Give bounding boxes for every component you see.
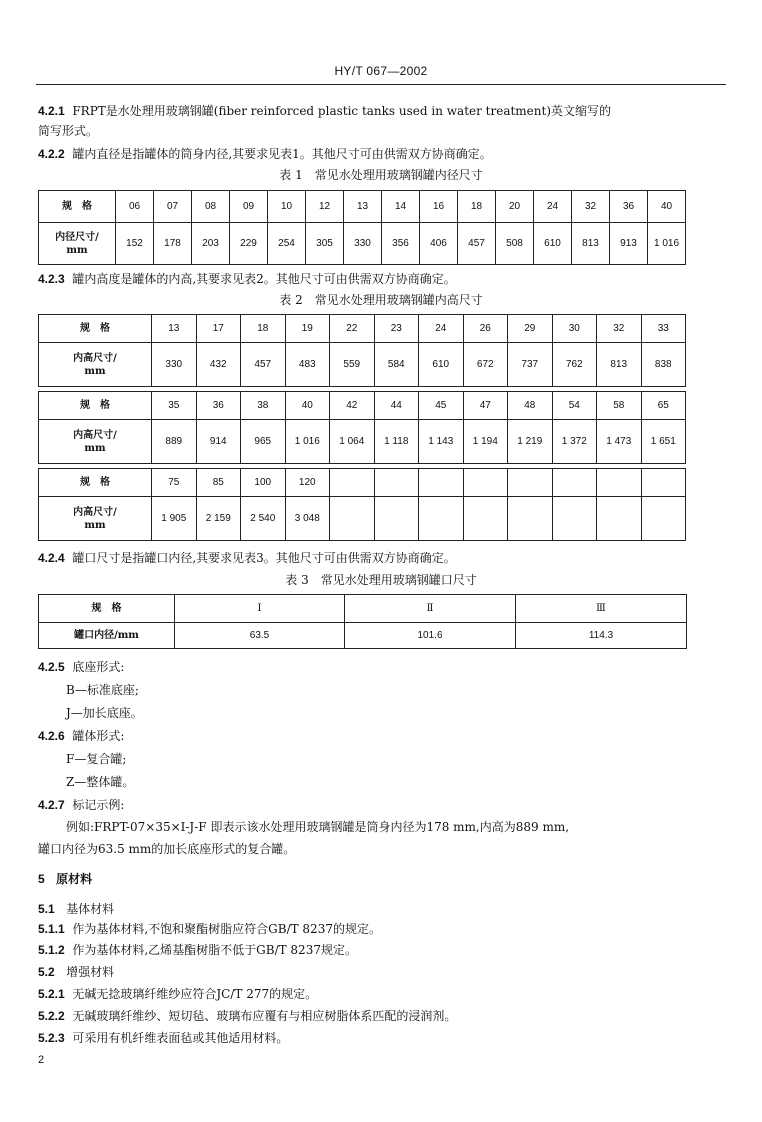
clause-number: 4.2.3 bbox=[38, 272, 65, 286]
table-cell: 22 bbox=[330, 315, 375, 343]
row-header-line: 内径尺寸/ bbox=[55, 231, 99, 243]
document-header: HY/T 067—2002 bbox=[334, 64, 428, 78]
clause-number: 4.2.5 bbox=[38, 660, 65, 674]
table-cell: 13 bbox=[152, 315, 197, 343]
clause-text: 标记示例: bbox=[72, 798, 125, 812]
clause-number: 4.2.4 bbox=[38, 551, 65, 565]
table-row bbox=[39, 223, 686, 265]
table-cell: 85 bbox=[196, 469, 241, 497]
table-cell: 914 bbox=[196, 420, 241, 464]
clause-text: 可采用有机纤维表面毡或其他适用材料。 bbox=[72, 1031, 289, 1045]
table-cell: 16 bbox=[420, 191, 458, 223]
table-cell-empty bbox=[374, 469, 419, 497]
table-cell: 737 bbox=[508, 343, 553, 387]
row-header bbox=[39, 223, 116, 265]
table-cell: 432 bbox=[196, 343, 241, 387]
table-3-caption: 表 3 常见水处理用玻璃钢罐口尺寸 bbox=[285, 573, 477, 587]
table-cell: 356 bbox=[382, 223, 420, 265]
clause-text: 罐内直径是指罐体的筒身内径,其要求见表1。其他尺寸可由供需双方协商确定。 bbox=[72, 147, 492, 161]
clause-text: 无碱无捻玻璃纤维纱应符合JC/T 277的规定。 bbox=[72, 987, 318, 1001]
table-cell: 178 bbox=[154, 223, 192, 265]
clause-5-2-1 bbox=[38, 985, 317, 1003]
clause-4-2-2 bbox=[38, 145, 492, 163]
row-header-unit: mm bbox=[84, 442, 106, 454]
clause-number: 4.2.2 bbox=[38, 147, 65, 161]
table-cell: 58 bbox=[597, 392, 642, 420]
table-row bbox=[39, 469, 686, 497]
table-cell-empty bbox=[552, 497, 597, 541]
table-1-caption: 表 1 常见水处理用玻璃钢罐内径尺寸 bbox=[279, 168, 483, 182]
table-cell: 1 372 bbox=[552, 420, 597, 464]
table-row bbox=[39, 497, 686, 541]
clause-4-2-6 bbox=[38, 727, 124, 745]
table-cell-empty bbox=[597, 497, 642, 541]
table-cell: 1 143 bbox=[419, 420, 464, 464]
table-cell: 30 bbox=[552, 315, 597, 343]
table-row bbox=[39, 420, 686, 464]
clause-number: 4.2.7 bbox=[38, 798, 65, 812]
table-cell: 610 bbox=[534, 223, 572, 265]
row-header: 规 格 bbox=[39, 191, 116, 223]
clause-text: 作为基体材料,不饱和聚酯树脂应符合GB/T 8237的规定。 bbox=[72, 922, 381, 936]
table-cell-empty bbox=[330, 497, 375, 541]
table-cell-empty bbox=[508, 469, 553, 497]
row-header-unit: mm bbox=[84, 519, 106, 531]
table-cell: 101.6 bbox=[345, 623, 516, 649]
clause-4-2-5 bbox=[38, 658, 124, 676]
table-cell: 114.3 bbox=[516, 623, 687, 649]
table-cell: 457 bbox=[241, 343, 286, 387]
clause-5-2 bbox=[38, 963, 114, 981]
clause-text: 罐口尺寸是指罐口内径,其要求见表3。其他尺寸可由供需双方协商确定。 bbox=[72, 551, 456, 565]
header-rule bbox=[36, 84, 726, 85]
table-cell: 40 bbox=[285, 392, 330, 420]
table-cell: 508 bbox=[496, 223, 534, 265]
clause-5-1-1 bbox=[38, 920, 381, 938]
table-cell: 406 bbox=[420, 223, 458, 265]
clause-4-2-4 bbox=[38, 549, 456, 567]
row-header-line: 内高尺寸/ bbox=[73, 429, 117, 441]
row-header: 规 格 bbox=[39, 315, 152, 343]
table-cell: 305 bbox=[306, 223, 344, 265]
clause-5-1-2 bbox=[38, 941, 357, 959]
row-header-unit: mm bbox=[84, 365, 106, 377]
table-cell: 33 bbox=[641, 315, 686, 343]
table-cell: 838 bbox=[641, 343, 686, 387]
row-header: 规 格 bbox=[39, 392, 152, 420]
table-cell: 1 905 bbox=[152, 497, 197, 541]
row-header-unit: mm bbox=[66, 244, 88, 256]
table-cell: 24 bbox=[534, 191, 572, 223]
section-number: 5 bbox=[38, 872, 45, 886]
table-cell: 1 473 bbox=[597, 420, 642, 464]
table-cell: 152 bbox=[116, 223, 154, 265]
clause-number: 5.2.2 bbox=[38, 1009, 65, 1023]
table-cell: 1 651 bbox=[641, 420, 686, 464]
table-cell: 18 bbox=[241, 315, 286, 343]
table-cell-empty bbox=[552, 469, 597, 497]
table-cell: 23 bbox=[374, 315, 419, 343]
table-cell: Ⅱ bbox=[345, 595, 516, 623]
table-cell: 2 540 bbox=[241, 497, 286, 541]
table-cell-empty bbox=[463, 497, 508, 541]
table-cell: 1 194 bbox=[463, 420, 508, 464]
clause-number: 4.2.6 bbox=[38, 729, 65, 743]
table-cell: 483 bbox=[285, 343, 330, 387]
row-header-line: 内高尺寸/ bbox=[73, 506, 117, 518]
table-cell: Ⅰ bbox=[175, 595, 345, 623]
table-cell: 254 bbox=[268, 223, 306, 265]
table-cell: 457 bbox=[458, 223, 496, 265]
table-cell: 17 bbox=[196, 315, 241, 343]
table-row bbox=[39, 191, 686, 223]
clause-text: 作为基体材料,乙烯基酯树脂不低于GB/T 8237规定。 bbox=[72, 943, 357, 957]
table-cell: 29 bbox=[508, 315, 553, 343]
table-cell: 42 bbox=[330, 392, 375, 420]
row-header: 规 格 bbox=[39, 595, 175, 623]
row-header bbox=[39, 497, 152, 541]
table-cell-empty bbox=[641, 497, 686, 541]
table-cell: 2 159 bbox=[196, 497, 241, 541]
table-row bbox=[39, 343, 686, 387]
table-cell: 08 bbox=[192, 191, 230, 223]
clause-text: 增强材料 bbox=[66, 965, 115, 979]
table-cell: 48 bbox=[508, 392, 553, 420]
table-cell: 10 bbox=[268, 191, 306, 223]
table-cell: 120 bbox=[285, 469, 330, 497]
table-cell: 36 bbox=[196, 392, 241, 420]
clause-text: 底座形式: bbox=[72, 660, 125, 674]
section-5-heading bbox=[38, 870, 92, 888]
table-cell: 1 016 bbox=[285, 420, 330, 464]
table-cell: 19 bbox=[285, 315, 330, 343]
table-cell: 44 bbox=[374, 392, 419, 420]
table-cell: 672 bbox=[463, 343, 508, 387]
table-cell: 75 bbox=[152, 469, 197, 497]
list-item: Z—整体罐。 bbox=[66, 775, 135, 789]
clause-text: 无碱玻璃纤维纱、短切毡、玻璃布应覆有与相应树脂体系匹配的浸润剂。 bbox=[72, 1009, 457, 1023]
table-cell-empty bbox=[597, 469, 642, 497]
clause-number: 5.1.1 bbox=[38, 922, 65, 936]
clause-number: 5.1 bbox=[38, 902, 55, 916]
table-cell: 1 219 bbox=[508, 420, 553, 464]
table-cell: 35 bbox=[152, 392, 197, 420]
table-cell: 07 bbox=[154, 191, 192, 223]
table-cell: 1 118 bbox=[374, 420, 419, 464]
table-cell-empty bbox=[641, 469, 686, 497]
list-item: J—加长底座。 bbox=[66, 706, 143, 720]
clause-text: 罐体形式: bbox=[72, 729, 125, 743]
table-3 bbox=[38, 594, 687, 649]
clause-5-2-3 bbox=[38, 1029, 288, 1047]
table-cell: 203 bbox=[192, 223, 230, 265]
table-cell-empty bbox=[419, 497, 464, 541]
table-cell-empty bbox=[508, 497, 553, 541]
example-line: 例如:FRPT-07×35×Ⅰ-J-F 即表示该水处理用玻璃钢罐是筒身内径为178 mm,内高为889 mm, bbox=[66, 820, 570, 834]
table-cell: 65 bbox=[641, 392, 686, 420]
table-cell: 584 bbox=[374, 343, 419, 387]
table-cell-empty bbox=[463, 469, 508, 497]
clause-4-2-1-cont: 简写形式。 bbox=[38, 124, 99, 138]
table-cell: 3 048 bbox=[285, 497, 330, 541]
table-cell: 09 bbox=[230, 191, 268, 223]
clause-text: 罐内高度是罐体的内高,其要求见表2。其他尺寸可由供需双方协商确定。 bbox=[72, 272, 456, 286]
table-cell: Ⅲ bbox=[516, 595, 687, 623]
table-cell: 889 bbox=[152, 420, 197, 464]
table-cell: 330 bbox=[344, 223, 382, 265]
table-cell: 32 bbox=[572, 191, 610, 223]
table-cell: 1 064 bbox=[330, 420, 375, 464]
table-row bbox=[39, 623, 687, 649]
clause-number: 5.2.3 bbox=[38, 1031, 65, 1045]
table-cell: 1 016 bbox=[648, 223, 686, 265]
table-cell: 32 bbox=[597, 315, 642, 343]
table-cell: 12 bbox=[306, 191, 344, 223]
table-cell: 20 bbox=[496, 191, 534, 223]
clause-number: 5.2 bbox=[38, 965, 55, 979]
table-cell: 47 bbox=[463, 392, 508, 420]
table-cell: 813 bbox=[572, 223, 610, 265]
page-number: 2 bbox=[38, 1054, 45, 1066]
table-cell: 330 bbox=[152, 343, 197, 387]
table-cell: 54 bbox=[552, 392, 597, 420]
clause-4-2-7 bbox=[38, 796, 124, 814]
clause-5-1 bbox=[38, 900, 114, 918]
example-line: 罐口内径为63.5 mm的加长底座形式的复合罐。 bbox=[38, 842, 296, 856]
table-cell: 45 bbox=[419, 392, 464, 420]
table-cell: 14 bbox=[382, 191, 420, 223]
table-row bbox=[39, 392, 686, 420]
table-cell: 18 bbox=[458, 191, 496, 223]
table-cell: 24 bbox=[419, 315, 464, 343]
clause-number: 5.1.2 bbox=[38, 943, 65, 957]
list-item: B—标准底座; bbox=[66, 683, 139, 697]
table-1 bbox=[38, 190, 686, 265]
clause-text: FRPT是水处理用玻璃钢罐(fiber reinforced plastic tanks used in water treatment)英文缩写的 bbox=[72, 104, 612, 118]
table-row bbox=[39, 595, 687, 623]
row-header bbox=[39, 420, 152, 464]
table-cell: 36 bbox=[610, 191, 648, 223]
table-cell: 913 bbox=[610, 223, 648, 265]
list-item: F—复合罐; bbox=[66, 752, 127, 766]
clause-text: 基体材料 bbox=[66, 902, 115, 916]
table-2 bbox=[38, 314, 686, 541]
table-cell: 965 bbox=[241, 420, 286, 464]
table-cell: 63.5 bbox=[175, 623, 345, 649]
table-cell: 229 bbox=[230, 223, 268, 265]
clause-4-2-1 bbox=[38, 102, 611, 120]
table-cell: 813 bbox=[597, 343, 642, 387]
clause-number: 5.2.1 bbox=[38, 987, 65, 1001]
table-cell: 06 bbox=[116, 191, 154, 223]
clause-number: 4.2.1 bbox=[38, 104, 65, 118]
clause-4-2-3 bbox=[38, 270, 456, 288]
row-header-line: 内高尺寸/ bbox=[73, 352, 117, 364]
table-cell: 13 bbox=[344, 191, 382, 223]
table-cell: 559 bbox=[330, 343, 375, 387]
table-cell: 762 bbox=[552, 343, 597, 387]
row-header: 规 格 bbox=[39, 469, 152, 497]
table-row bbox=[39, 315, 686, 343]
row-header: 罐口内径/mm bbox=[39, 623, 175, 649]
table-cell-empty bbox=[419, 469, 464, 497]
table-cell-empty bbox=[374, 497, 419, 541]
table-cell: 26 bbox=[463, 315, 508, 343]
table-cell: 40 bbox=[648, 191, 686, 223]
table-2-caption: 表 2 常见水处理用玻璃钢罐内高尺寸 bbox=[279, 293, 483, 307]
section-title: 原材料 bbox=[56, 872, 93, 886]
table-cell: 610 bbox=[419, 343, 464, 387]
table-cell: 38 bbox=[241, 392, 286, 420]
row-header bbox=[39, 343, 152, 387]
table-cell: 100 bbox=[241, 469, 286, 497]
clause-5-2-2 bbox=[38, 1007, 456, 1025]
table-cell-empty bbox=[330, 469, 375, 497]
